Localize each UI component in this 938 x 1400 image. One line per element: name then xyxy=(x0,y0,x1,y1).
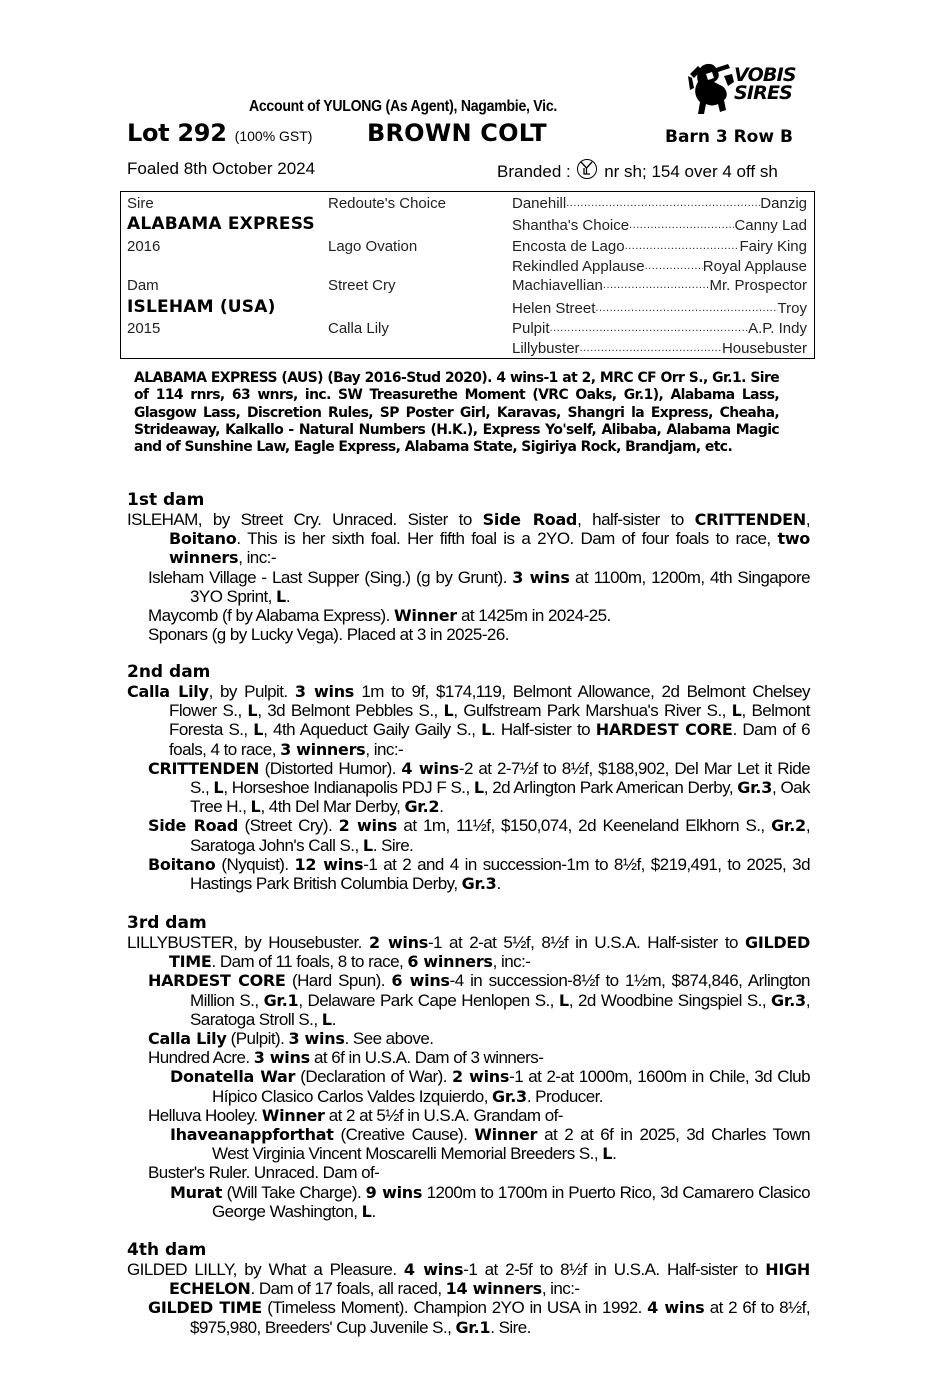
lot-number xyxy=(127,119,312,147)
bold-highlight: 3 wins xyxy=(512,567,570,587)
gst-note: (100% GST) xyxy=(234,128,313,144)
entry-text: , Saratoga Stroll S., xyxy=(190,990,810,1029)
entry-text: at 1425m in 2024-25. xyxy=(456,606,611,626)
entry-text: , 2d Arlington Park American Derby, xyxy=(483,778,738,798)
progeny-entry xyxy=(127,568,810,606)
entry-text: Maycomb (f by Alabama Express). xyxy=(148,606,394,626)
bold-highlight: Gr.2 xyxy=(404,797,440,817)
dot-leader xyxy=(625,238,740,255)
progeny-entry xyxy=(127,1029,810,1048)
progeny-entry xyxy=(127,1183,810,1221)
bold-highlight: Gr.2 xyxy=(771,816,806,836)
dot-leader xyxy=(603,277,710,294)
entry-text: (Creative Cause). xyxy=(333,1125,475,1145)
bold-highlight: Side Road xyxy=(482,510,578,529)
dam-section-4 xyxy=(127,1241,810,1337)
entry-text: -4 in succession-8½f to 1½m, $874,846, Arlington Million S., xyxy=(190,971,810,1010)
bold-highlight: Gr.1 xyxy=(455,1317,491,1337)
entry-text: -1 at 2 and 4 in succession-1m to 8½f, $219,491, to 2025, 3d Hastings Park British Columbia Derby, xyxy=(190,854,810,894)
entry-text: at 1m, 11½f, $150,074, 2d Keeneland Elkhorn S., xyxy=(396,816,772,836)
bold-highlight: 3 wins xyxy=(294,682,355,701)
bold-highlight: Gr.3 xyxy=(737,778,773,798)
third-gen-row xyxy=(512,320,807,337)
bold-highlight: 3 winners xyxy=(280,739,366,759)
entry-text: , Oak Tree H., xyxy=(190,778,811,817)
ancestor: Lillybuster xyxy=(512,340,580,357)
bold-highlight: HARDEST CORE xyxy=(148,971,286,991)
sire-sire: Redoute's Choice xyxy=(328,195,446,212)
bold-highlight: Side Road xyxy=(148,816,239,836)
bold-highlight: Winner xyxy=(394,606,457,626)
third-gen-row xyxy=(512,277,807,294)
entry-text: . See above. xyxy=(344,1029,434,1049)
bold-highlight: 6 wins xyxy=(391,971,450,991)
section-title: 4th dam xyxy=(127,1240,207,1260)
dam-entries xyxy=(127,1260,810,1337)
bold-highlight: L xyxy=(321,1009,332,1029)
logo-line-2: SIRES xyxy=(734,82,793,104)
bold-highlight: 4 wins xyxy=(401,758,459,778)
dam-entries xyxy=(127,933,810,1221)
entry-text: , inc:- xyxy=(365,739,404,759)
entry-text: . xyxy=(331,1009,336,1029)
entry-text: , inc:- xyxy=(238,548,276,568)
ancestor-sire: Mr. Prospector xyxy=(709,277,807,294)
bold-highlight: L xyxy=(276,586,286,606)
entry-text: Hundred Acre. xyxy=(148,1048,254,1068)
branded-info xyxy=(497,159,778,182)
entry-text: ISLEHAM, by Street Cry. Unraced. Sister to xyxy=(127,510,483,529)
entry-text: , 4th Aqueduct Gaily Gaily S., xyxy=(263,720,482,740)
branded-detail: nr sh; 154 over 4 off sh xyxy=(604,162,778,181)
bold-highlight: L xyxy=(731,701,742,721)
entry-text: , xyxy=(805,510,810,529)
ancestor: Helen Street xyxy=(512,300,596,317)
entry-text: . xyxy=(285,586,291,606)
entry-text: -1 at 2-at 5½f, 8½f in U.S.A. Half-sister to xyxy=(427,933,745,952)
bold-highlight: HARDEST CORE xyxy=(595,720,733,740)
entry-text: , Saratoga John's Call S., xyxy=(190,816,811,855)
ancestor-sire: Canny Lad xyxy=(734,217,807,234)
third-gen-row xyxy=(512,258,807,275)
dot-leader xyxy=(566,195,760,212)
bold-highlight: L xyxy=(361,1201,372,1221)
bold-highlight: Winner xyxy=(261,1105,325,1125)
bold-highlight: Ihaveanappforthat xyxy=(170,1125,334,1145)
pedigree-table xyxy=(120,191,815,359)
entry-text: . Sire. xyxy=(372,835,414,855)
bold-highlight: Gr.3 xyxy=(771,990,806,1010)
barn-location: Barn 3 Row B xyxy=(665,127,793,147)
sire-dam: Lago Ovation xyxy=(328,238,418,255)
entry-text: (Timeless Moment). Champion 2YO in USA in 1992. xyxy=(261,1298,648,1318)
dot-leader xyxy=(645,258,703,275)
section-title: 2nd dam xyxy=(127,662,211,682)
bold-highlight: Donatella War xyxy=(170,1067,296,1087)
bold-highlight: 2 wins xyxy=(338,816,397,836)
bold-highlight: L xyxy=(473,778,484,798)
entry-text: . xyxy=(439,797,444,817)
dam-dam: Calla Lily xyxy=(328,320,389,337)
dot-leader xyxy=(550,320,749,337)
entry-text: , 4th Del Mar Derby, xyxy=(260,797,405,817)
dam-year: 2015 xyxy=(127,320,161,337)
bold-highlight: 14 winners xyxy=(445,1279,542,1299)
entry-text: , Gulfstream Park Marshua's River S., xyxy=(453,701,732,721)
bold-highlight: 9 wins xyxy=(365,1182,423,1202)
ancestor-sire: Housebuster xyxy=(721,340,807,357)
section-title: 1st dam xyxy=(127,490,205,510)
progeny-entry xyxy=(127,1260,810,1298)
dam-section-2 xyxy=(127,663,810,893)
lot-label: Lot 292 xyxy=(127,119,227,147)
entry-text: , inc:- xyxy=(541,1279,580,1299)
bold-highlight: CRITTENDEN xyxy=(148,758,260,778)
bold-highlight: 3 wins xyxy=(288,1029,345,1049)
progeny-entry xyxy=(127,1048,810,1067)
entry-text: LILLYBUSTER, by Housebuster. xyxy=(127,933,369,952)
bold-highlight: HIGH ECHELON xyxy=(169,1260,810,1299)
entry-text: . xyxy=(612,1144,617,1164)
bold-highlight: GILDED TIME xyxy=(169,933,810,972)
bold-highlight: 2 wins xyxy=(368,933,428,952)
entry-text: . Dam of 11 foals, 8 to race, xyxy=(211,952,408,972)
entry-text: at 2 at 5½f in U.S.A. Grandam of- xyxy=(324,1105,563,1125)
bold-highlight: Calla Lily xyxy=(127,682,209,701)
progeny-entry xyxy=(127,682,810,759)
entry-text: (Will Take Charge). xyxy=(222,1182,366,1202)
progeny-entry xyxy=(127,971,810,1029)
bold-highlight: L xyxy=(253,720,264,740)
third-gen-row xyxy=(512,300,807,317)
ancestor-sire: Royal Applause xyxy=(702,258,807,275)
entry-text: Buster's Ruler. Unraced. Dam of- xyxy=(148,1163,380,1183)
ancestor: Shantha's Choice xyxy=(512,217,630,234)
entry-text: , by Pulpit. xyxy=(208,682,295,701)
account-text: Account of YULONG (As Agent), Nagambie, Vic. xyxy=(248,98,558,115)
branded-label: Branded : xyxy=(497,162,571,181)
sire-summary: ALABAMA EXPRESS (AUS) (Bay 2016-Stud 2020). 4 wins-1 at 2, MRC CF Orr S., Gr.1. Sire of 114 rnrs, 63 wnrs, inc. SW Treasurethe Moment (VRC Oaks, Gr.1), Alabama Lass, Glasgow Lass, Discretion Rules, SP Poster Girl, Karavas, Shangri la Express, Cheaha, Strideaway, Kalkallo - Natural Numbers (H.K.), Express Yo'self, Alibaba, Alabama Magic and of Sunshine Law, Eagle Express, Alabama State, Sigiriya Rock, Brandjam, etc. xyxy=(134,370,780,456)
dam-entries xyxy=(127,510,810,644)
entry-text: Helluva Hooley. xyxy=(148,1105,262,1125)
progeny-entry xyxy=(127,855,810,893)
bold-highlight: L xyxy=(558,990,569,1010)
bold-highlight: 2 wins xyxy=(452,1067,510,1087)
entry-text: . xyxy=(371,1201,376,1221)
bold-highlight: L xyxy=(247,701,258,721)
progeny-entry xyxy=(127,1067,810,1105)
entry-text: . Sire. xyxy=(490,1317,531,1337)
entry-text: . Producer. xyxy=(526,1086,603,1106)
ancestor-sire: Troy xyxy=(777,300,807,317)
sire-label: Sire xyxy=(127,195,154,212)
bold-highlight: L xyxy=(443,701,454,721)
dam-entries xyxy=(127,682,810,893)
progeny-entry xyxy=(127,933,810,971)
progeny-entry xyxy=(127,1125,810,1163)
ancestor: Machiavellian xyxy=(512,277,603,294)
progeny-entry xyxy=(127,1298,810,1336)
bold-highlight: L xyxy=(481,720,491,740)
dam-name: ISLEHAM (USA) xyxy=(127,297,276,317)
dam-sire: Street Cry xyxy=(328,277,396,294)
entry-text: (Pulpit). xyxy=(226,1029,289,1049)
ancestor-sire: A.P. Indy xyxy=(748,320,807,337)
ancestor-sire: Fairy King xyxy=(739,238,807,255)
ancestor: Encosta de Lago xyxy=(512,238,625,255)
third-gen-row xyxy=(512,238,807,255)
progeny-entry xyxy=(127,759,810,817)
bold-highlight: two winners xyxy=(169,529,810,568)
bold-highlight: Calla Lily xyxy=(148,1029,227,1049)
third-gen-row xyxy=(512,195,807,212)
entry-text: at 2 6f to 8½f, $975,980, Breeders' Cup Juvenile S., xyxy=(190,1298,811,1337)
entry-text: (Street Cry). xyxy=(238,816,339,836)
entry-text: . Half-sister to xyxy=(490,720,596,740)
dot-leader xyxy=(595,300,777,317)
bold-highlight: L xyxy=(250,797,261,817)
entry-text: , 2d Woodbine Singspiel S., xyxy=(568,990,772,1010)
bold-highlight: GILDED TIME xyxy=(148,1298,262,1318)
entry-text: Sponars (g by Lucky Vega). Placed at 3 in 2025-26. xyxy=(148,625,509,645)
progeny-entry xyxy=(127,606,810,625)
bold-highlight: 4 wins xyxy=(403,1260,464,1279)
entry-text: at 6f in U.S.A. Dam of 3 winners- xyxy=(309,1048,544,1068)
entry-text: GILDED LILLY, by What a Pleasure. xyxy=(127,1260,404,1279)
sire-year: 2016 xyxy=(127,238,161,255)
entry-text: , Horseshoe Indianapolis PDJ F S., xyxy=(223,778,474,798)
dam-section-3 xyxy=(127,914,810,1221)
entry-text: (Distorted Humor). xyxy=(259,758,402,778)
third-gen-row xyxy=(512,340,807,357)
bold-highlight: 3 wins xyxy=(253,1048,310,1068)
ancestor-sire: Danzig xyxy=(760,195,807,212)
bold-highlight: Boitano xyxy=(169,529,237,549)
entry-text: -2 at 2-7½f to 8½f, $188,902, Del Mar Let it Ride S., xyxy=(190,758,810,798)
bold-highlight: 6 winners xyxy=(407,952,493,972)
bold-highlight: Boitano xyxy=(148,854,216,874)
dot-leader xyxy=(629,217,734,234)
progeny-entry xyxy=(127,510,810,568)
entry-text: (Hard Spun). xyxy=(285,971,392,991)
horse-description: BROWN COLT xyxy=(367,119,547,147)
foaled-date: Foaled 8th October 2024 xyxy=(127,159,316,178)
ancestor: Pulpit xyxy=(512,320,550,337)
entry-text: at 1100m, 1200m, 4th Singapore 3YO Sprint, xyxy=(190,567,810,606)
entry-text: -1 at 2-5f to 8½f in U.S.A. Half-sister to xyxy=(463,1260,766,1279)
entry-text: . This is her sixth foal. Her fifth foal is a 2YO. Dam of four foals to race, xyxy=(236,529,778,549)
ancestor: Danehill xyxy=(512,195,567,212)
section-title: 3rd dam xyxy=(127,913,207,933)
entry-text: . Dam of 17 foals, all raced, xyxy=(250,1279,446,1299)
entry-text: , Belmont Foresta S., xyxy=(169,701,810,740)
entry-text: . xyxy=(496,874,501,894)
bold-highlight: 12 wins xyxy=(294,854,364,874)
logo-line-1: VOBIS xyxy=(734,64,796,86)
bold-highlight: Murat xyxy=(170,1182,223,1202)
bold-highlight: CRITTENDEN xyxy=(694,510,806,529)
logo-text xyxy=(734,66,796,102)
progeny-entry xyxy=(127,816,810,854)
bold-highlight: Winner xyxy=(474,1125,538,1145)
sire-name: ALABAMA EXPRESS xyxy=(127,214,315,234)
entry-text: 1200m to 1700m in Puerto Rico, 3d Camarero Clasico George Washington, xyxy=(212,1182,811,1221)
bold-highlight: Gr.3 xyxy=(492,1086,527,1106)
brand-symbol-icon xyxy=(577,159,597,179)
dot-leader xyxy=(580,340,722,357)
ancestor: Rekindled Applause xyxy=(512,258,645,275)
entry-text: . Dam of 6 foals, 4 to race, xyxy=(169,720,811,759)
entry-text: , half-sister to xyxy=(577,510,695,529)
entry-text: -1 at 2-at 1000m, 1600m in Chile, 3d Club Hípico Clasico Carlos Valdes Izquierdo, xyxy=(212,1067,810,1106)
entry-text: 1m to 9f, $174,119, Belmont Allowance, 2d Belmont Chelsey Flower S., xyxy=(169,682,810,721)
progeny-entry xyxy=(127,1106,810,1125)
entry-text: (Declaration of War). xyxy=(295,1067,453,1087)
entry-text: Isleham Village - Last Supper (Sing.) (g by Grunt). xyxy=(148,567,513,587)
bold-highlight: 4 wins xyxy=(647,1298,705,1318)
vendor-account xyxy=(56,98,881,116)
bold-highlight: L xyxy=(362,835,373,855)
dam-label: Dam xyxy=(127,277,159,294)
entry-text: , 3d Belmont Pebbles S., xyxy=(257,701,444,721)
bold-highlight: L xyxy=(213,778,224,798)
bold-highlight: Gr.3 xyxy=(461,874,497,894)
progeny-entry xyxy=(127,1163,810,1182)
entry-text: at 2 at 6f in 2025, 3d Charles Town West Virginia Vincent Moscarelli Memorial Breeders S., xyxy=(212,1125,810,1164)
dam-section-1 xyxy=(127,491,810,644)
third-gen-row xyxy=(512,217,807,234)
entry-text: , Delaware Park Cape Henlopen S., xyxy=(298,990,559,1010)
progeny-entry xyxy=(127,625,810,644)
entry-text: (Nyquist). xyxy=(215,854,295,874)
bold-highlight: Gr.1 xyxy=(263,990,299,1010)
bold-highlight: L xyxy=(602,1144,613,1164)
entry-text: , inc:- xyxy=(492,952,531,972)
